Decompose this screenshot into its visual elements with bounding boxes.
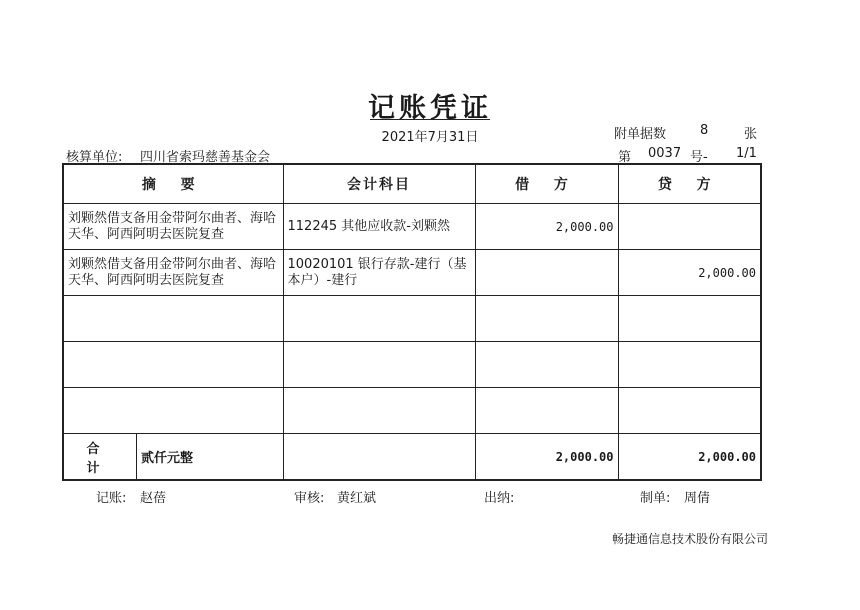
row-debit [475, 250, 618, 296]
bookkeeper-name: 赵蓓 [140, 491, 167, 506]
row-credit [618, 342, 761, 388]
voucher-no-suffix: 号- [690, 150, 708, 165]
col-summary-header: 摘 要 [63, 164, 283, 204]
reviewer-label: 审核: [294, 491, 325, 506]
row-credit [618, 296, 761, 342]
row-account [283, 342, 475, 388]
table-row [63, 250, 761, 296]
voucher-no-prefix: 第 [618, 150, 632, 165]
unit-label: 核算单位: [66, 150, 123, 165]
row-debit: 2,000.00 [475, 204, 618, 250]
row-account [283, 388, 475, 434]
unit-name: 四川省索玛慈善基金会 [140, 150, 271, 165]
row-summary: 刘颗然借支备用金带阿尔曲者、海哈天华、阿西阿明去医院复查 [63, 204, 283, 250]
row-summary [63, 342, 283, 388]
attachments-unit: 张 [744, 127, 758, 142]
total-account-blank [283, 434, 475, 481]
row-summary: 刘颗然借支备用金带阿尔曲者、海哈天华、阿西阿明去医院复查 [63, 250, 283, 296]
total-credit: 2,000.00 [618, 434, 761, 481]
col-account-header: 会计科目 [283, 164, 475, 204]
row-credit [618, 204, 761, 250]
row-credit [618, 388, 761, 434]
cashier-label: 出纳: [484, 491, 515, 506]
table-row [63, 204, 761, 250]
row-account: 112245 其他应收款-刘颗然 [283, 204, 475, 250]
table-header-row [63, 164, 761, 204]
voucher-title: 记账凭证 [368, 93, 492, 124]
title-underline [370, 119, 490, 120]
col-debit-header: 借 方 [475, 164, 618, 204]
row-summary [63, 296, 283, 342]
voucher-date: 2021年7月31日 [381, 130, 479, 145]
total-row [63, 434, 761, 481]
col-credit-header: 贷 方 [618, 164, 761, 204]
row-debit [475, 388, 618, 434]
total-debit: 2,000.00 [475, 434, 618, 481]
row-debit [475, 296, 618, 342]
voucher-table [62, 163, 762, 481]
reviewer-name: 黄红斌 [337, 491, 377, 506]
table-row [63, 388, 761, 434]
voucher-page: 1/1 [736, 146, 757, 161]
table-row [63, 342, 761, 388]
row-credit: 2,000.00 [618, 250, 761, 296]
preparer-label: 制单: [640, 491, 671, 506]
preparer-name: 周倩 [684, 491, 711, 506]
bookkeeper-label: 记账: [96, 491, 127, 506]
row-account [283, 296, 475, 342]
attachments-label: 附单据数 [614, 127, 667, 142]
voucher-number: 0037 [648, 146, 682, 161]
total-amount-words: 贰仟元整 [141, 451, 194, 466]
software-company: 畅捷通信息技术股份有限公司 [612, 532, 769, 546]
row-account: 10020101 银行存款-建行（基本户）-建行 [283, 250, 475, 296]
row-debit [475, 342, 618, 388]
total-label: 合 计 [64, 434, 137, 479]
row-summary [63, 388, 283, 434]
table-row [63, 296, 761, 342]
attachments-count: 8 [700, 123, 709, 138]
